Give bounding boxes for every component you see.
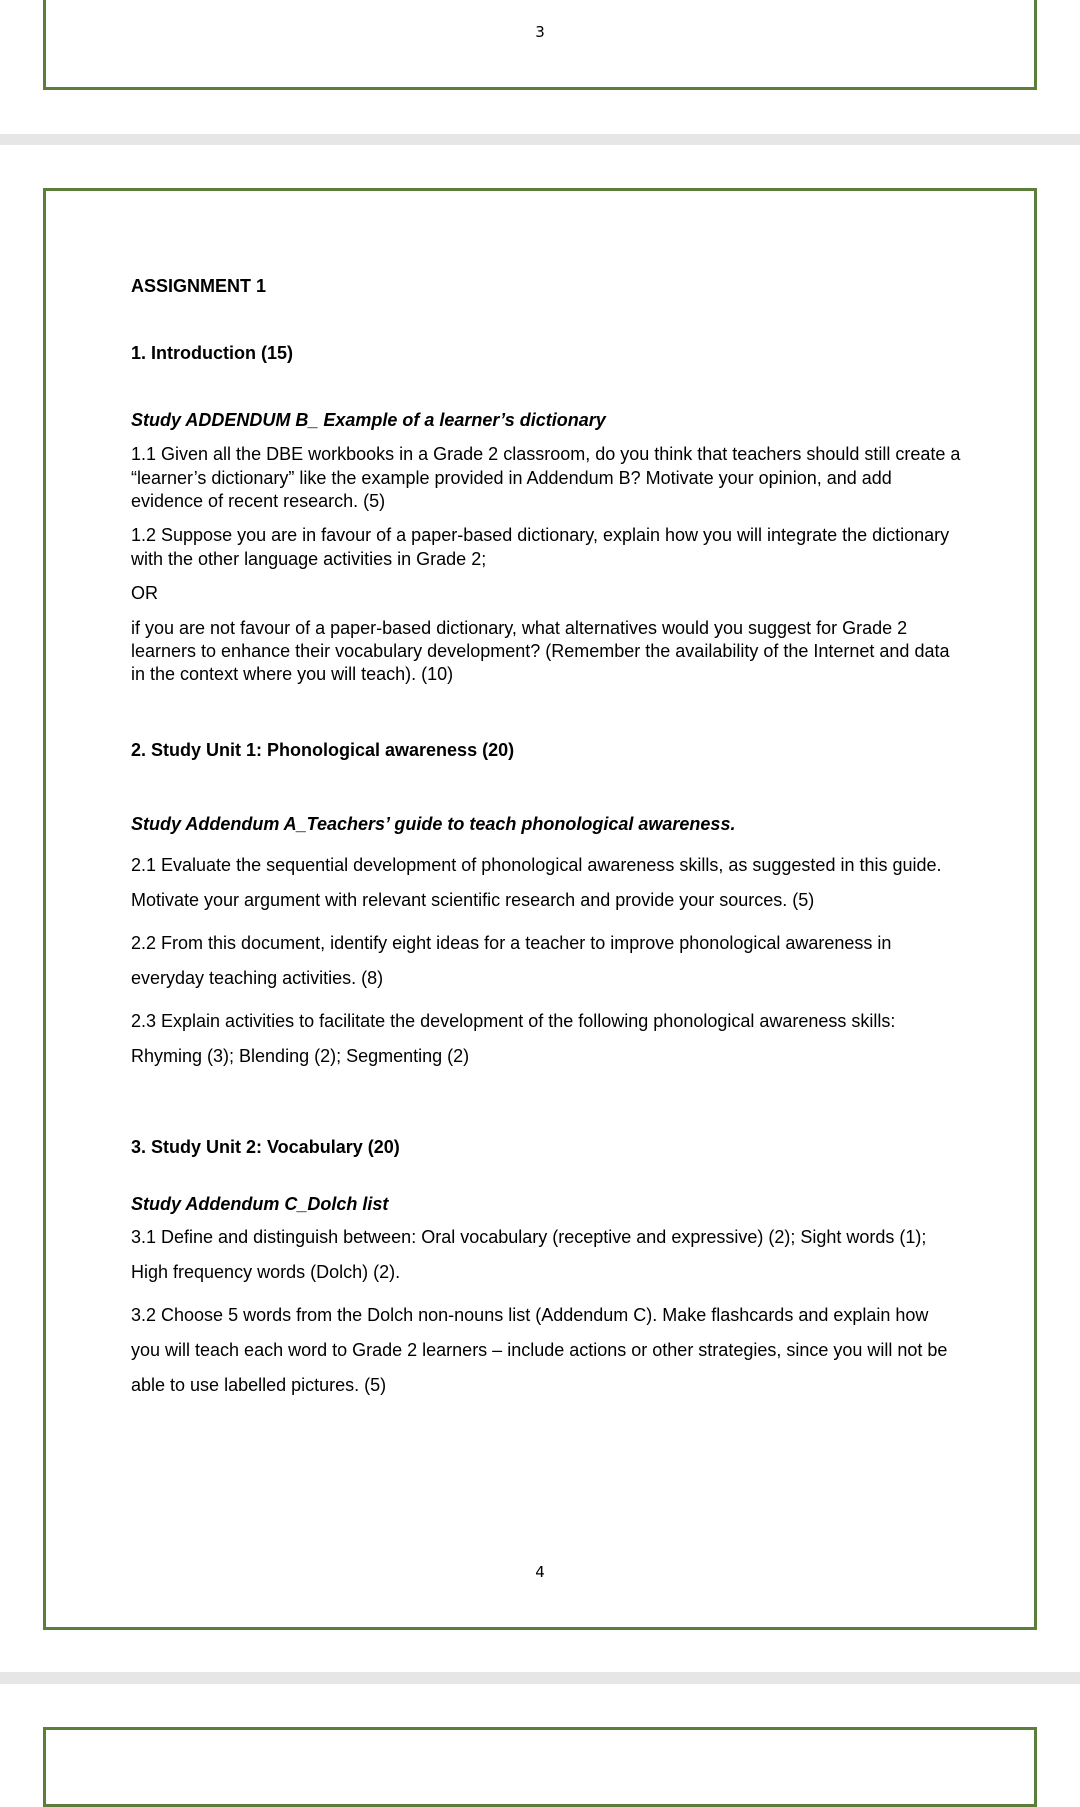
section-1-heading: 1. Introduction (15) xyxy=(131,343,293,364)
next-page xyxy=(0,1684,1080,1778)
previous-page-border xyxy=(43,0,1037,90)
current-page-number: 4 xyxy=(535,1563,545,1581)
question-2-3: 2.3 Explain activities to facilitate the development of the following phonological awareness skills: Rhyming (3); Blending (2); Segmenting (2) xyxy=(131,1011,896,1067)
or-separator: OR xyxy=(131,583,158,604)
section-3-study-reference: Study Addendum C_Dolch list xyxy=(131,1193,389,1214)
section-2-study-reference: Study Addendum A_Teachers’ guide to teach phonological awareness. xyxy=(131,814,736,835)
page-gap-bottom xyxy=(0,1672,1080,1684)
section-1-study-reference: Study ADDENDUM B_ Example of a learner’s dictionary xyxy=(131,409,606,430)
question-3-2: 3.2 Choose 5 words from the Dolch non-nouns list (Addendum C). Make flashcards and explain how you will teach each word to Grade 2 learners – include actions or other strategies, since you will not be able to use labelled pictures. (5) xyxy=(131,1305,948,1396)
question-2-2: 2.2 From this document, identify eight ideas for a teacher to improve phonological awareness in everyday teaching activities. (8) xyxy=(131,933,892,989)
question-3-1: 3.1 Define and distinguish between: Oral vocabulary (receptive and expressive) (2); Sight words (1); High frequency words (Dolch) (2). xyxy=(131,1227,927,1283)
previous-page-number: 3 xyxy=(535,23,545,41)
question-1-1: 1.1 Given all the DBE workbooks in a Grade 2 classroom, do you think that teachers should still create a “learner’s dictionary” like the example provided in Addendum B? Motivate your opinion, and add evidence of recent research. (5) xyxy=(131,444,961,511)
assignment-title: ASSIGNMENT 1 xyxy=(131,276,267,296)
question-1-2-alternative: if you are not favour of a paper-based dictionary, what alternatives would you suggest for Grade 2 learners to enhance their vocabulary development? (Remember the availability of the Internet and data in the context where you will teach). (10) xyxy=(131,617,950,685)
section-3-heading: 3. Study Unit 2: Vocabulary (20) xyxy=(131,1137,400,1158)
question-2-1: 2.1 Evaluate the sequential development of phonological awareness skills, as suggested in this guide. Motivate your argument with relevant scientific research and provide your sources. (5) xyxy=(131,855,942,911)
previous-page xyxy=(0,0,1080,134)
assignment-content xyxy=(131,275,961,1403)
question-1-2: 1.2 Suppose you are in favour of a paper-based dictionary, explain how you will integrate the dictionary with the other language activities in Grade 2; xyxy=(131,525,950,569)
next-page-border xyxy=(43,1727,1037,1807)
page-gap-top xyxy=(0,134,1080,145)
section-2-heading: 2. Study Unit 1: Phonological awareness (20) xyxy=(131,739,515,760)
